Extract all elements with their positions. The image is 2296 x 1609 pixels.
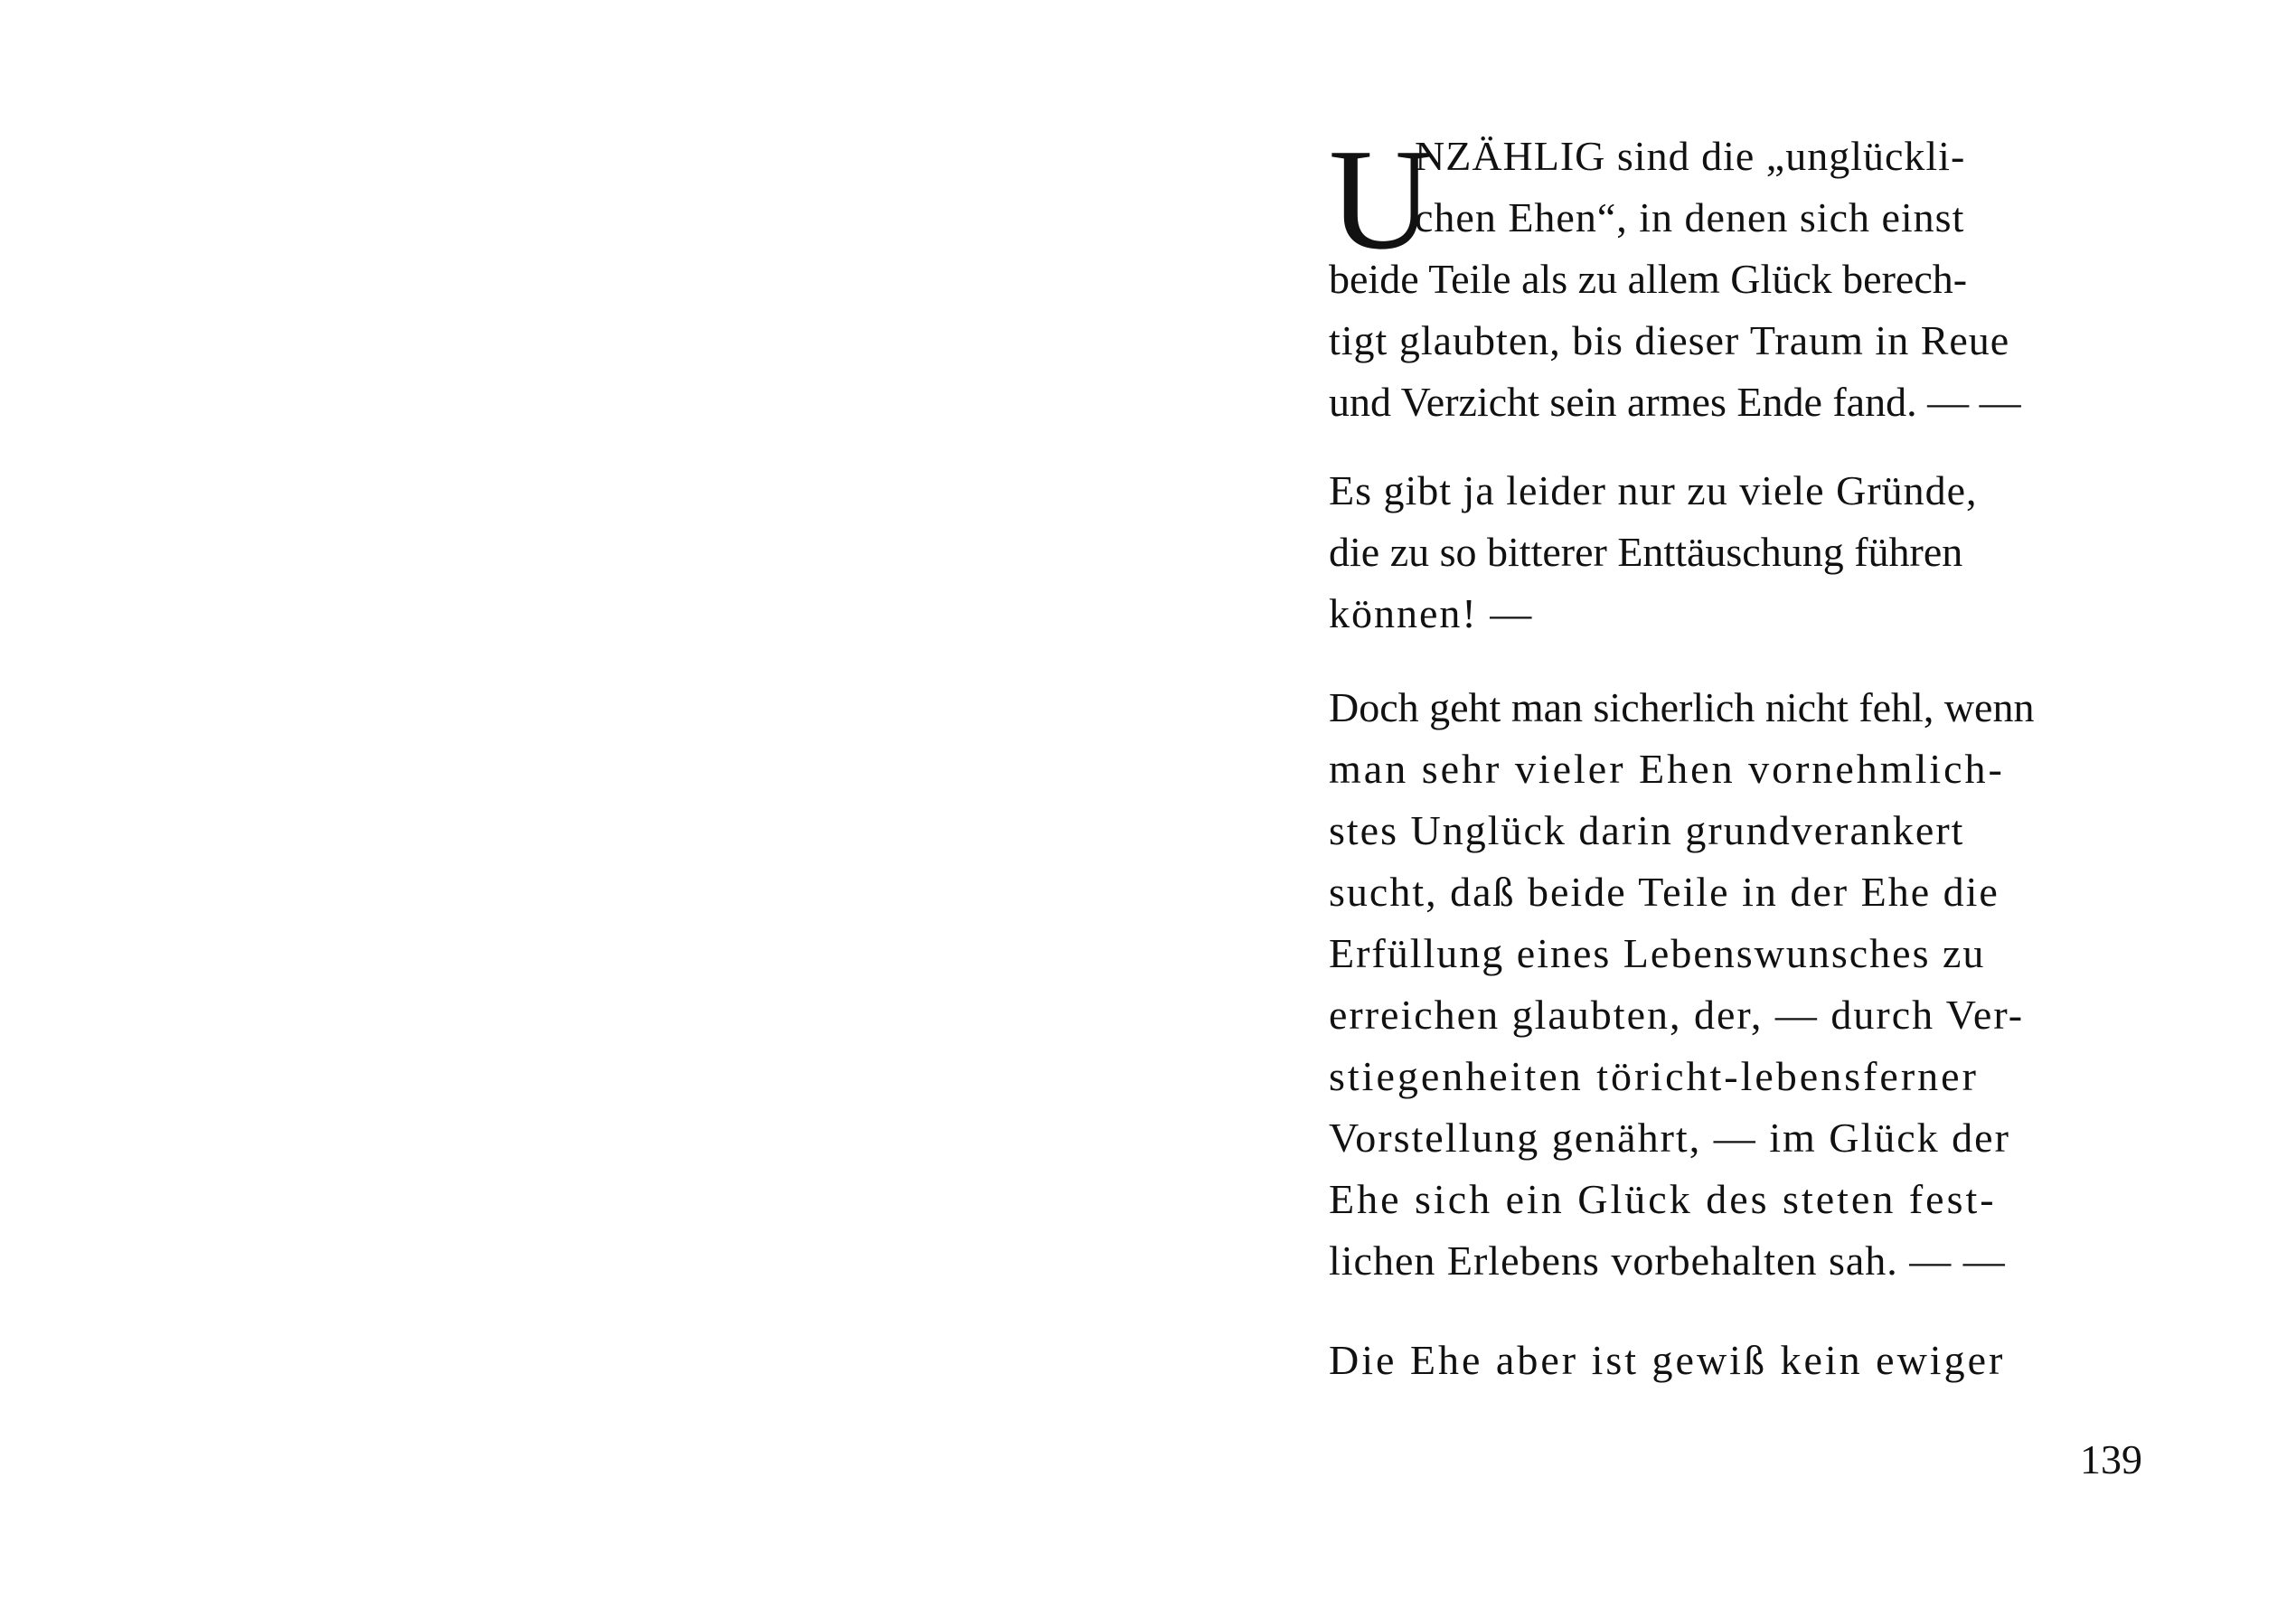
text-line: stes Unglück darin grundverankert: [1329, 807, 1965, 853]
text-line: man sehr vieler Ehen vornehmlich-: [1329, 746, 2005, 792]
text-line: Vorstellung genährt, — im Glück der: [1329, 1115, 2010, 1161]
text-line: lichen Erlebens vorbehalten sah. — —: [1329, 1237, 2006, 1284]
text-line: können! —: [1329, 590, 1534, 636]
text-line: sucht, daß beide Teile in der Ehe die: [1329, 869, 2000, 915]
text-line: beide Teile als zu allem Glück berech-: [1329, 256, 1968, 302]
text-line: tigt glaubten, bis dieser Traum in Reue: [1329, 317, 2010, 363]
page-number: 139: [2080, 1436, 2142, 1482]
text-line: Erfüllung eines Lebenswunsches zu: [1329, 930, 1986, 976]
text-line: stiegenheiten töricht-lebensferner: [1329, 1053, 1979, 1099]
text-line: Ehe sich ein Glück des steten fest-: [1329, 1176, 1997, 1222]
drop-cap: U: [1329, 118, 1434, 279]
text-line: chen Ehen“, in denen sich einst: [1415, 194, 1965, 240]
text-line: Die Ehe aber ist gewiß kein ewiger: [1329, 1337, 2006, 1383]
text-line: NZÄHLIG sind die „unglückli-: [1415, 133, 1966, 179]
text-line: erreichen glaubten, der, — durch Ver-: [1329, 992, 2025, 1038]
text-line: Es gibt ja leider nur zu viele Gründe,: [1329, 467, 1978, 513]
text-line: und Verzicht sein armes Ende fand. — —: [1329, 379, 2021, 425]
text-line: die zu so bitterer Enttäuschung führen: [1329, 529, 1963, 575]
text-line: Doch geht man sicherlich nicht fehl, wenn: [1329, 684, 2035, 730]
